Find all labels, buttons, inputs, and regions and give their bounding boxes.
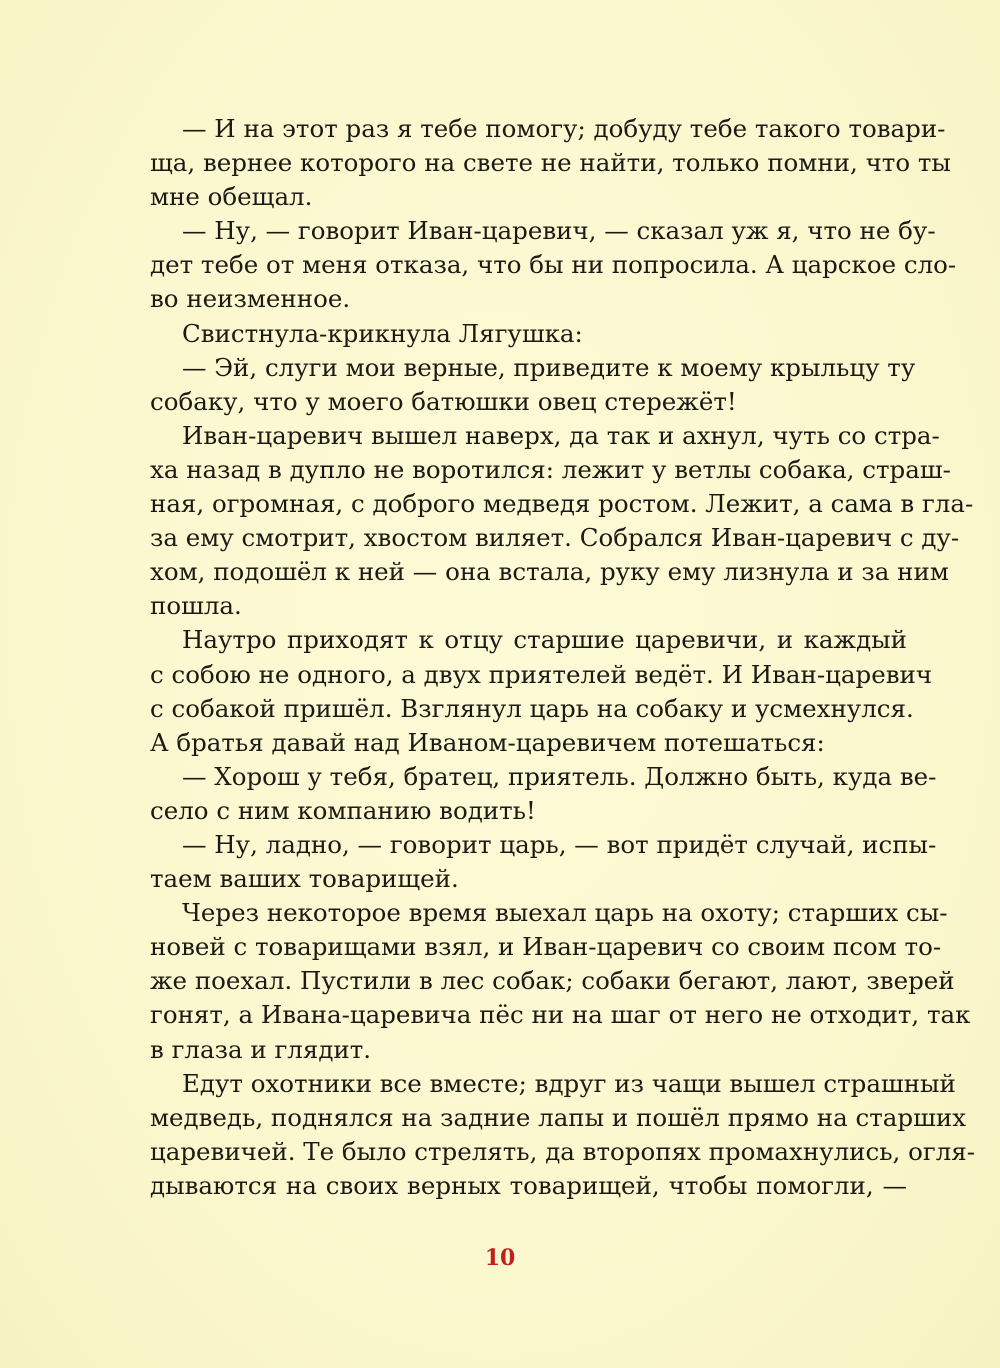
text-line: ная, огромная, с доброго медведя ростом. Лежит, а сама в гла-: [150, 489, 974, 519]
text-line: — И на этот раз я тебе помогу; добуду тебе такого товари-: [182, 114, 946, 143]
text-line: собаку, что у моего батюшки овец стережёт!: [150, 386, 737, 416]
text-line: Иван-царевич вышел наверх, да так и ахнул, чуть со стра-: [182, 420, 940, 450]
text-line: дет тебе от меня отказа, что бы ни попросила. А царское сло-: [150, 250, 957, 280]
text-line: ха назад в дупло не воротился: лежит у ветлы собака, страш-: [150, 454, 951, 484]
text-line: дываются на своих верных товарищей, чтобы помогли, —: [150, 1170, 907, 1200]
text-line: же поехал. Пустили в лес собак; собаки бегают, лают, зверей: [150, 966, 955, 996]
text-line: за ему смотрит, хвостом виляет. Собрался Иван-царевич с ду-: [150, 523, 960, 553]
text-line: хом, подошёл к ней — она встала, руку ему лизнула и за ним: [150, 557, 949, 587]
page-text: [150, 112, 975, 1203]
text-line: Свистнула-крикнула Лягушка:: [182, 318, 583, 348]
page-number: 10: [484, 1245, 516, 1271]
text-line: с собою не одного, а двух приятелей ведёт. И Иван-царевич: [150, 659, 933, 689]
text-line: ща, вернее которого на свете не найти, только помни, что ты: [150, 148, 951, 178]
text-line: Едут охотники все вместе; вдруг из чащи вышел страшный: [182, 1068, 956, 1098]
text-line: царевичей. Те было стрелять, да второпях промахнулись, огля-: [150, 1136, 975, 1166]
text-line: — Эй, слуги мои верные, приведите к моему крыльцу ту: [182, 352, 916, 382]
text-line: с собакой пришёл. Взглянул царь на собаку и усмехнулся.: [150, 693, 914, 723]
text-line: новей с товарищами взял, и Иван-царевич со своим псом то-: [150, 932, 942, 962]
text-line: во неизменное.: [150, 284, 351, 314]
text-line: село с ним компанию водить!: [150, 795, 536, 825]
text-line: — Ну, — говорит Иван-царевич, — сказал уж я, что не бу-: [182, 216, 936, 246]
text-line: медведь, поднялся на задние лапы и пошёл прямо на старших: [150, 1102, 967, 1132]
text-line: — Ну, ладно, — говорит царь, — вот придёт случай, испы-: [182, 829, 937, 859]
text-line: таем ваших товарищей.: [150, 864, 459, 894]
text-line: в глаза и глядит.: [150, 1034, 372, 1064]
text-line: Через некоторое время выехал царь на охоту; старших сы-: [182, 898, 948, 928]
text-line: Наутро приходят к отцу старшие царевичи, и каждый: [182, 625, 907, 655]
text-line: пошла.: [150, 591, 242, 621]
text-line: — Хорош у тебя, братец, приятель. Должно быть, куда ве-: [182, 761, 937, 791]
text-line: А братья давай над Иваном-царевичем потешаться:: [150, 727, 825, 757]
text-line: мне обещал.: [150, 182, 313, 212]
text-line: гонят, а Ивана-царевича пёс ни на шаг от него не отходит, так: [150, 1000, 971, 1030]
